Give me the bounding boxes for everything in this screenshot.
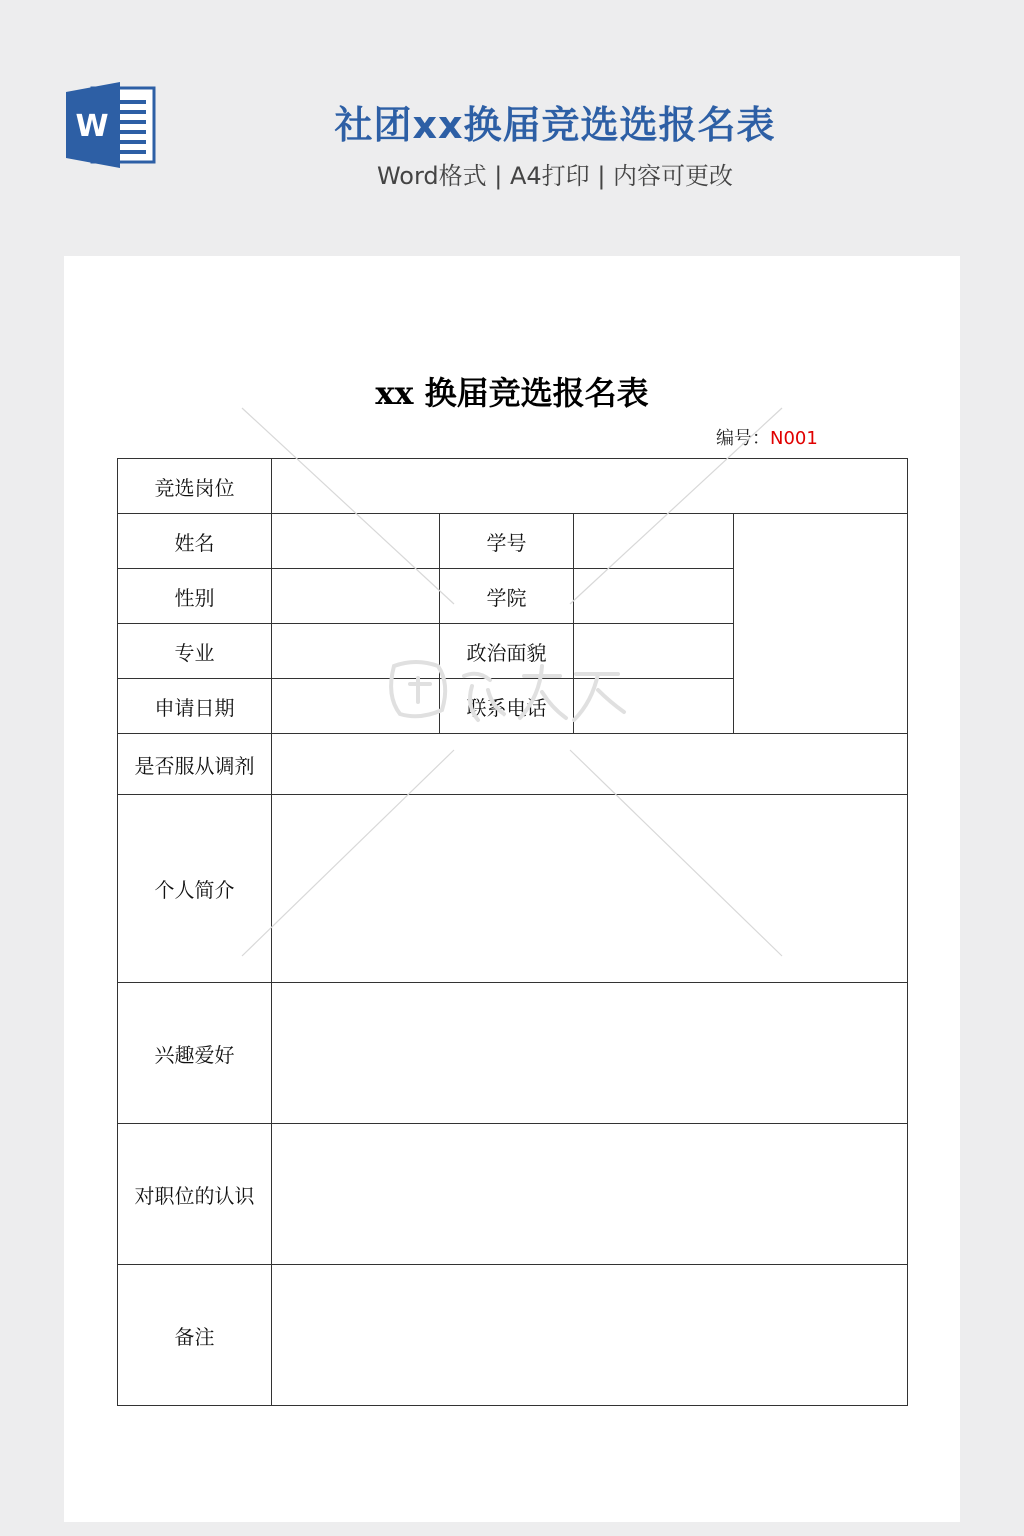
hobbies-label: 兴趣爱好 bbox=[118, 983, 272, 1124]
page-subtitle: Word格式 | A4打印 | 内容可更改 bbox=[376, 162, 734, 190]
student-id-label: 学号 bbox=[440, 514, 574, 569]
application-date-field[interactable] bbox=[272, 679, 440, 734]
table-row bbox=[118, 734, 908, 795]
hobbies-field[interactable] bbox=[272, 983, 908, 1124]
phone-field[interactable] bbox=[574, 679, 734, 734]
serial-value: N001 bbox=[770, 428, 818, 449]
political-status-field[interactable] bbox=[574, 624, 734, 679]
phone-label: 联系电话 bbox=[440, 679, 574, 734]
position-field[interactable] bbox=[272, 459, 908, 514]
remarks-label: 备注 bbox=[118, 1265, 272, 1406]
introduction-field[interactable] bbox=[272, 795, 908, 983]
serial-number bbox=[716, 424, 818, 450]
serial-label: 编号： bbox=[716, 428, 770, 449]
word-logo-letter: W bbox=[75, 109, 109, 144]
application-date-label: 申请日期 bbox=[118, 679, 272, 734]
table-row bbox=[118, 1265, 908, 1406]
student-id-field[interactable] bbox=[574, 514, 734, 569]
understanding-label: 对职位的认识 bbox=[118, 1124, 272, 1265]
table-row bbox=[118, 459, 908, 514]
introduction-label: 个人简介 bbox=[118, 795, 272, 983]
registration-form-table bbox=[117, 458, 908, 1406]
table-row bbox=[118, 1124, 908, 1265]
understanding-field[interactable] bbox=[272, 1124, 908, 1265]
adjustment-label: 是否服从调剂 bbox=[118, 734, 272, 795]
table-row bbox=[118, 983, 908, 1124]
gender-label: 性别 bbox=[118, 569, 272, 624]
photo-cell[interactable] bbox=[734, 514, 908, 734]
page-header bbox=[0, 0, 1024, 240]
major-field[interactable] bbox=[272, 624, 440, 679]
page-title: 社团xx换届竞选选报名表 bbox=[334, 103, 776, 147]
position-label: 竞选岗位 bbox=[118, 459, 272, 514]
remarks-field[interactable] bbox=[272, 1265, 908, 1406]
college-field[interactable] bbox=[574, 569, 734, 624]
document-title: xx 换届竞选报名表 bbox=[375, 374, 649, 412]
table-row bbox=[118, 795, 908, 983]
college-label: 学院 bbox=[440, 569, 574, 624]
document-paper bbox=[64, 256, 960, 1522]
table-row bbox=[118, 514, 908, 569]
word-icon bbox=[64, 80, 156, 170]
political-status-label: 政治面貌 bbox=[440, 624, 574, 679]
gender-field[interactable] bbox=[272, 569, 440, 624]
major-label: 专业 bbox=[118, 624, 272, 679]
name-field[interactable] bbox=[272, 514, 440, 569]
name-label: 姓名 bbox=[118, 514, 272, 569]
adjustment-field[interactable] bbox=[272, 734, 908, 795]
